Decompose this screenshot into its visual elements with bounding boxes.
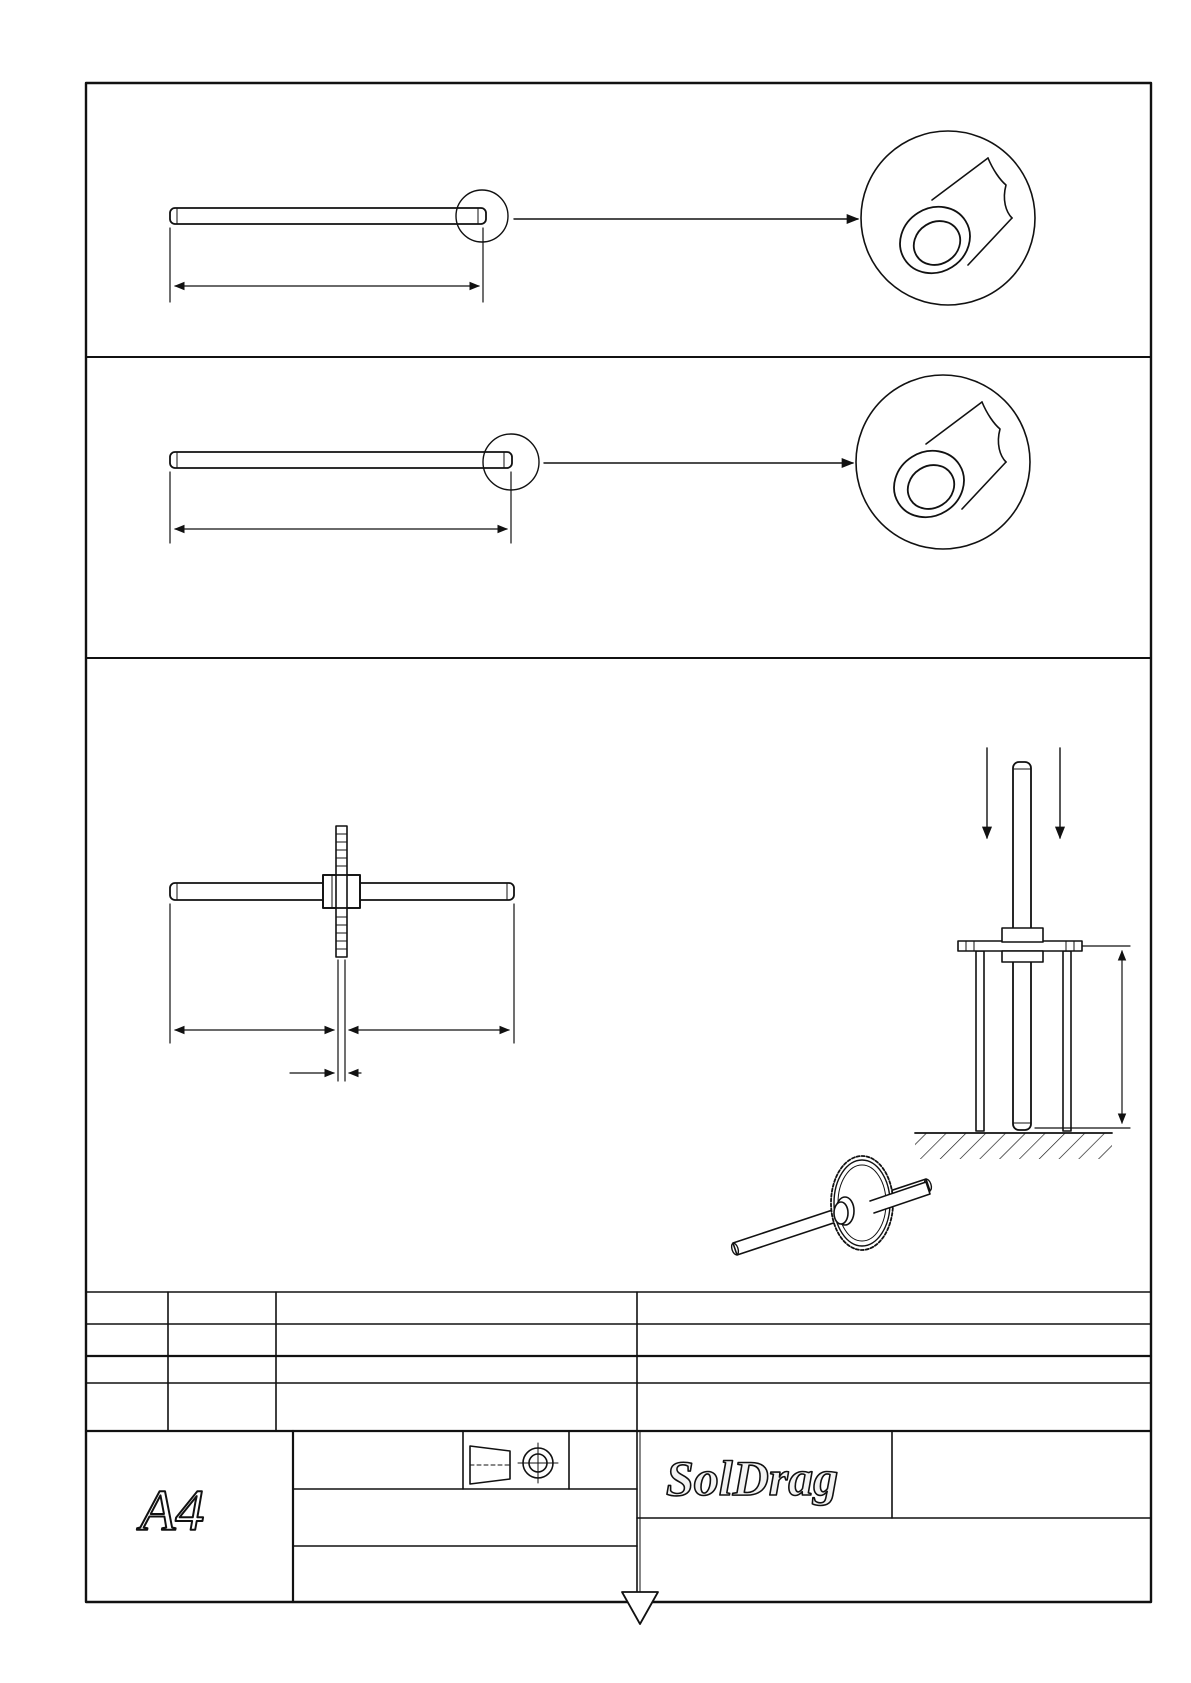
detail-view-chamfer: [856, 375, 1030, 549]
dimension-length: [170, 228, 483, 302]
format-logo-text: A4: [140, 1478, 205, 1543]
dimension-length: [170, 472, 511, 543]
gear-teeth-profile: [336, 826, 347, 957]
company-logo-text: SolDrag: [666, 1450, 839, 1506]
pin-short: [170, 208, 486, 224]
panel-1-pin-short: [170, 131, 1035, 305]
centering-mark-icon: [622, 1592, 658, 1624]
detail-view-chamfer: [861, 131, 1035, 305]
ground-hatch: [915, 1133, 1112, 1159]
detail-circle-marker: [456, 190, 508, 242]
sheet-border: [86, 83, 1151, 1602]
pin-long: [170, 452, 512, 468]
panel-3-gear-assembly: [170, 748, 1130, 1256]
shaft-gear-side-view: [170, 826, 514, 957]
dimension-height: [1035, 946, 1130, 1128]
panel-2-pin-long: [170, 375, 1030, 549]
projection-symbol-icon: [470, 1443, 558, 1484]
shaft-gear-isometric-view: [730, 1156, 932, 1256]
parts-list-table: [86, 1292, 1151, 1431]
company-logo: [666, 1450, 838, 1506]
press-fit-setup: [915, 748, 1130, 1159]
format-logo: [136, 1478, 204, 1543]
